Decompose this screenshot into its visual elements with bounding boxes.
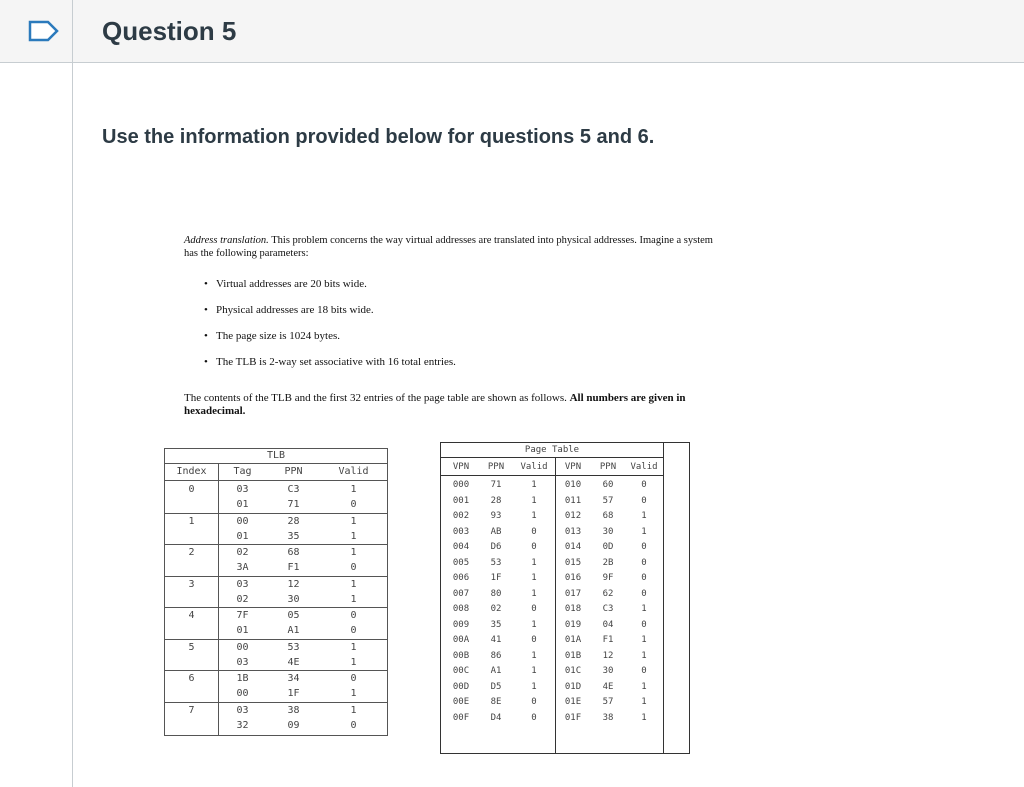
page-table-cell: D5 xyxy=(490,681,502,692)
page-table-cell: 04 xyxy=(602,619,614,630)
page-table-cell: 2B xyxy=(602,557,614,568)
page-table-cell: 71 xyxy=(490,480,502,490)
tlb-cell: C3 xyxy=(287,484,300,495)
tlb-cell: 0 xyxy=(350,610,357,621)
page-table-title-divider xyxy=(441,457,663,458)
page-table-cell: 57 xyxy=(602,495,614,506)
tlb-cell: 0 xyxy=(350,673,357,684)
tlb-index-cell: 4 xyxy=(188,610,195,621)
page-table-cell: 006 xyxy=(452,573,470,583)
page-table-cell: 1 xyxy=(531,511,537,521)
tlb-cell: 32 xyxy=(236,719,249,731)
tlb-cell: 7F xyxy=(236,610,249,621)
page-table-cell: 1 xyxy=(531,650,537,661)
tlb-cell: 09 xyxy=(287,719,300,731)
tlb-cell: 71 xyxy=(287,499,300,510)
page-table-cell: 9F xyxy=(602,573,614,583)
page-table-cell: 1 xyxy=(641,650,647,661)
page-table-cell: 004 xyxy=(452,542,470,552)
tlb-set-divider xyxy=(165,544,387,545)
page-table-cell: 1 xyxy=(641,526,647,537)
page-table-cell: 01D xyxy=(564,681,582,692)
tlb-index-cell: 2 xyxy=(188,547,195,558)
tlb-cell: 00 xyxy=(236,515,249,527)
tlb-set-divider xyxy=(165,576,387,577)
tlb-cell: 01 xyxy=(236,625,249,636)
page-table-cell: 00D xyxy=(452,681,470,692)
page-table-cell: 12 xyxy=(602,650,614,661)
page-table-cell: 38 xyxy=(602,712,614,723)
page-table-header-cell: PPN xyxy=(599,462,617,472)
page-table-header-cell: PPN xyxy=(487,462,505,472)
contents-description: The contents of the TLB and the first 32 entries of the page table are shown as follows. All numbers are given in hexadecimal. xyxy=(184,392,686,417)
tlb-cell: 1 xyxy=(350,578,357,590)
page-table-cell: 1 xyxy=(531,588,537,599)
page-table-cell: 0 xyxy=(531,542,537,552)
tlb-cell: 12 xyxy=(287,578,300,590)
tlb-cell: 53 xyxy=(287,641,300,653)
page-table-cell: 014 xyxy=(564,542,582,552)
tlb-cell: 1 xyxy=(350,641,357,653)
page-table-cell: 93 xyxy=(490,511,502,521)
page-table-cell: 1 xyxy=(641,511,647,521)
page-table-cell: 0 xyxy=(641,557,647,568)
tlb-cell: 1 xyxy=(350,547,357,558)
tlb-cell: 30 xyxy=(287,593,300,605)
tlb-index-cell: 7 xyxy=(188,704,195,716)
tlb-set-divider xyxy=(165,702,387,703)
page-table-cell: 0 xyxy=(641,573,647,583)
tlb-cell: 1 xyxy=(350,593,357,605)
list-item: • Virtual addresses are 20 bits wide. xyxy=(204,278,367,290)
page-table-cell: 30 xyxy=(602,526,614,537)
page-table-cell: 57 xyxy=(602,697,614,707)
intro-label: Address translation. xyxy=(184,235,269,246)
tlb-cell: 0 xyxy=(350,562,357,573)
tlb-cell: 1F xyxy=(287,688,300,699)
page-table-cell: 0D xyxy=(602,542,614,552)
tlb-cell: A1 xyxy=(287,625,300,636)
page-table-cell: 015 xyxy=(564,557,582,568)
page-table-cell: 017 xyxy=(564,588,582,599)
page-table-cell: 00E xyxy=(452,697,470,707)
page-table-cell: 001 xyxy=(452,495,470,506)
page-table-header-cell: VPN xyxy=(452,462,470,472)
tlb-cell: 02 xyxy=(236,547,249,558)
tlb-set-divider xyxy=(165,607,387,608)
page-table-title: Page Table xyxy=(524,445,580,455)
page-table-cell: 30 xyxy=(602,666,614,676)
list-item: • Physical addresses are 18 bits wide. xyxy=(204,304,374,316)
tlb-cell: 00 xyxy=(236,641,249,653)
page-table-cell: 010 xyxy=(564,480,582,490)
tlb-header-cell: Tag xyxy=(233,466,252,477)
page-table-cell: 000 xyxy=(452,480,470,490)
page-table-cell: 0 xyxy=(531,635,537,645)
page-table-cell: 009 xyxy=(452,619,470,630)
tlb-index-cell: 1 xyxy=(188,515,195,527)
page-table-cell: 80 xyxy=(490,588,502,599)
page-table-cell: 0 xyxy=(531,604,537,614)
tlb-table xyxy=(164,448,388,736)
page-table-cell: 41 xyxy=(490,635,502,645)
page-table-cell: 007 xyxy=(452,588,470,599)
page-table-cell: 60 xyxy=(602,480,614,490)
question-prompt: Use the information provided below for questions 5 and 6. xyxy=(102,126,655,148)
page-table-cell: 1 xyxy=(531,480,537,490)
page-table-cell: 00A xyxy=(452,635,470,645)
page-table-cell: 1 xyxy=(641,681,647,692)
page-table-cell: 01F xyxy=(564,712,582,723)
page-table-cell: A1 xyxy=(490,666,502,676)
page-table-cell: 008 xyxy=(452,604,470,614)
tlb-cell: 03 xyxy=(236,578,249,590)
page-table-cell: 0 xyxy=(531,712,537,723)
tlb-cell: 3A xyxy=(236,562,249,573)
page-table-header-cell: Valid xyxy=(520,462,548,472)
tlb-cell: 4E xyxy=(287,656,300,668)
tlb-cell: 1 xyxy=(350,656,357,668)
page-table-cell: 1 xyxy=(641,604,647,614)
page-table-cell: 019 xyxy=(564,619,582,630)
list-item: • The page size is 1024 bytes. xyxy=(204,330,341,342)
page-table-cell: 1 xyxy=(641,635,647,645)
tlb-cell: 01 xyxy=(236,499,249,510)
tlb-cell: 0 xyxy=(350,625,357,636)
page-table-cell: F1 xyxy=(602,635,614,645)
page-table-cell: 53 xyxy=(490,557,502,568)
page-table-cell: 35 xyxy=(490,619,502,630)
tlb-header-cell: Index xyxy=(176,466,207,477)
intro-text: This problem concerns the way virtual addresses are translated into physical addresses. Imagine a system has the following parameters: xyxy=(184,235,713,259)
tlb-index-cell: 5 xyxy=(188,641,195,653)
page-table-cell: 013 xyxy=(564,526,582,537)
page-table-cell: 0 xyxy=(641,495,647,506)
tlb-set-divider xyxy=(165,670,387,671)
page-table-cell: 00F xyxy=(452,712,470,723)
page-table-cell: 0 xyxy=(531,526,537,537)
page-table-cell: 1 xyxy=(641,712,647,723)
page-table-cell: 005 xyxy=(452,557,470,568)
tlb-header-divider xyxy=(165,480,387,481)
page-table-header-cell: Valid xyxy=(630,462,658,472)
page-table-cell: 0 xyxy=(641,619,647,630)
page-table-cell: 0 xyxy=(531,697,537,707)
page-table-cell: 0 xyxy=(641,666,647,676)
page-table-cell: 0 xyxy=(641,588,647,599)
tlb-set-divider xyxy=(165,639,387,640)
tlb-header-cell: PPN xyxy=(284,466,303,477)
page-table-cell: 02 xyxy=(490,604,502,614)
page-table-cell: 012 xyxy=(564,511,582,521)
page-table-cell: AB xyxy=(490,526,502,537)
page-table-cell: 01E xyxy=(564,697,582,707)
list-item: • The TLB is 2-way set associative with 16 total entries. xyxy=(204,356,456,368)
page-table-cell: 018 xyxy=(564,604,582,614)
page-table-cell: 1 xyxy=(531,681,537,692)
page-table-cell: 003 xyxy=(452,526,470,537)
tlb-cell: 1 xyxy=(350,704,357,716)
tlb-cell: 05 xyxy=(287,610,300,621)
tlb-cell: 03 xyxy=(236,704,249,716)
page-table-header-cell: VPN xyxy=(564,462,582,472)
left-divider xyxy=(72,0,73,787)
tlb-cell: 68 xyxy=(287,547,300,558)
tlb-cell: 0 xyxy=(350,499,357,510)
tlb-cell: 02 xyxy=(236,593,249,605)
tlb-cell: 01 xyxy=(236,530,249,542)
page-table-cell: 28 xyxy=(490,495,502,506)
tlb-cell: 38 xyxy=(287,704,300,716)
tlb-cell: 00 xyxy=(236,688,249,699)
tlb-set-divider xyxy=(165,513,387,514)
parameter-list xyxy=(184,278,724,382)
tlb-index-cell: 3 xyxy=(188,578,195,590)
page-table-cell: 0 xyxy=(641,480,647,490)
page-table-cell: 86 xyxy=(490,650,502,661)
flag-question-icon[interactable] xyxy=(28,20,60,42)
tlb-header-cell: Valid xyxy=(338,466,369,477)
page-table-cell: 011 xyxy=(564,495,582,506)
page-table-cell: 1 xyxy=(531,619,537,630)
tlb-index-cell: 0 xyxy=(188,484,195,495)
page-table-cell: 00B xyxy=(452,650,470,661)
page-table-cell: C3 xyxy=(602,604,614,614)
tlb-cell: 1 xyxy=(350,515,357,527)
tlb-cell: 1B xyxy=(236,673,249,684)
page-table-cell: 8E xyxy=(490,697,502,707)
page-table-cell: 00C xyxy=(452,666,470,676)
page-table-cell: D4 xyxy=(490,712,502,723)
problem-image xyxy=(184,234,724,418)
page-table-cell: 1F xyxy=(490,573,502,583)
page-table-cell: 1 xyxy=(531,557,537,568)
page-table-header-divider xyxy=(441,475,663,476)
page-table-cell: 01B xyxy=(564,650,582,661)
tlb-title: TLB xyxy=(165,449,387,464)
question-title: Question 5 xyxy=(102,16,237,46)
page-table-cell: 1 xyxy=(531,666,537,676)
tlb-cell: 03 xyxy=(236,656,249,668)
page-table-cell: 002 xyxy=(452,511,470,521)
tlb-cell: 0 xyxy=(350,719,357,731)
page-table xyxy=(440,442,690,754)
page-table-cell: 1 xyxy=(641,697,647,707)
page-table-cell: 0 xyxy=(641,542,647,552)
tlb-cell: 1 xyxy=(350,484,357,495)
tlb-cell: F1 xyxy=(287,562,300,573)
problem-intro xyxy=(184,234,724,260)
page-table-cell: 016 xyxy=(564,573,582,583)
tlb-cell: 34 xyxy=(287,673,300,684)
tlb-index-cell: 6 xyxy=(188,673,195,684)
tlb-cell: 1 xyxy=(350,530,357,542)
page-table-cell: 1 xyxy=(531,495,537,506)
page-table-cell: 62 xyxy=(602,588,614,599)
tlb-cell: 03 xyxy=(236,484,249,495)
tlb-cell: 35 xyxy=(287,530,300,542)
question-header xyxy=(0,0,1024,63)
page-table-cell: 01A xyxy=(564,635,582,645)
page-table-cell: D6 xyxy=(490,542,502,552)
page-table-cell: 01C xyxy=(564,666,582,676)
page-table-cell: 4E xyxy=(602,681,614,692)
page-table-cell: 68 xyxy=(602,511,614,521)
tlb-cell: 28 xyxy=(287,515,300,527)
page-table-cell: 1 xyxy=(531,573,537,583)
tlb-cell: 1 xyxy=(350,688,357,699)
